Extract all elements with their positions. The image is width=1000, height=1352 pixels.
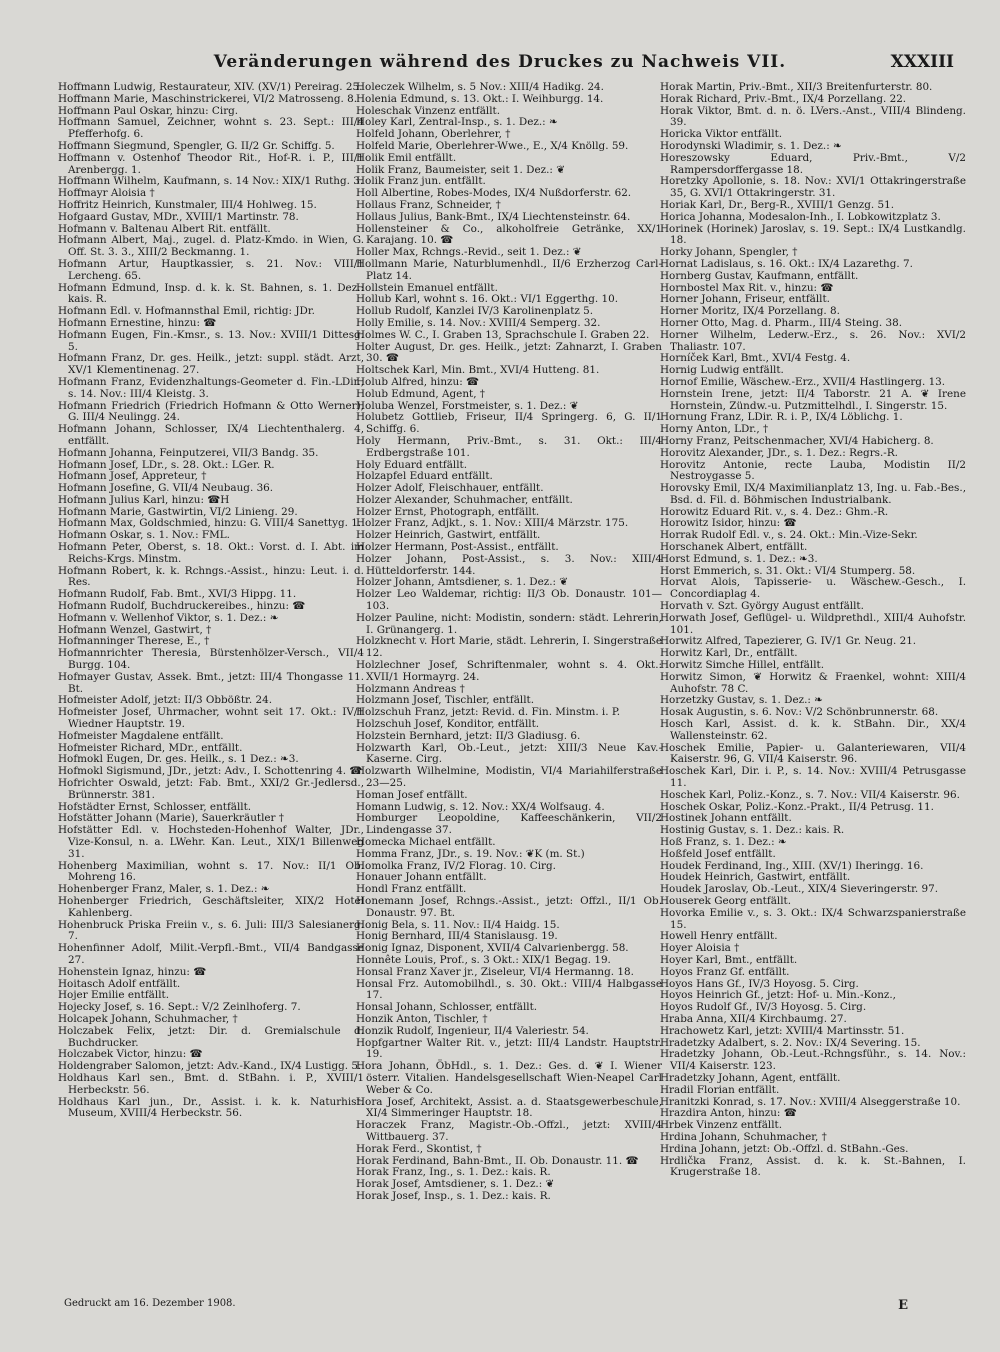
directory-entry: Horiak Karl, Dr., Berg-R., XVIII/1 Genzg. 51.	[660, 198, 894, 211]
directory-entry: Holl Albertine, Robes-Modes, IX/4 Nußdorferstr. 62.	[356, 187, 632, 200]
directory-entry: Horwitz Simche Hillel, entfällt.	[660, 659, 825, 672]
directory-entry: Honsal Johann, Schlosser, entfällt.	[356, 1001, 538, 1014]
directory-entry: Hofmeister Josef, Uhrmacher, wohnt seit 17. Okt.: IV/1 Wiedner Hauptstr. 19.	[58, 706, 364, 731]
directory-entry: Hoffmann Paul Oskar, hinzu: Cirg.	[58, 104, 239, 117]
page-title: Veränderungen während des Druckes zu Nachweis VII.	[213, 52, 787, 72]
directory-entry: Horak Franz, Ing., s. 1. Dez.: kais. R.	[356, 1166, 551, 1179]
directory-entry: Hradetzky Adalbert, s. 2. Nov.: IX/4 Severing. 15.	[660, 1036, 921, 1049]
directory-entry: Horschanek Albert, entfällt.	[660, 541, 808, 554]
directory-entry: Hornstein Irene, jetzt: II/4 Taborstr. 21 A. ❦ Irene Hornstein, Zündw.-u. Putzmittelhdl., I. Singerstr. 15.	[660, 387, 966, 412]
directory-entry: Honsal Franz Xaver jr., Ziseleur, VI/4 Hermanng. 18.	[356, 965, 634, 978]
directory-entry: Honnête Louis, Prof., s. 3 Okt.: XIX/1 Begag. 19.	[356, 953, 611, 966]
directory-entry: Hofmann Rudolf, Fab. Bmt., XVI/3 Hippg. 11.	[58, 588, 297, 601]
directory-entry: Horowitz Eduard Rit. v., s. 4. Dez.: Ghm.-R.	[660, 505, 889, 518]
directory-entry: Hoffmann Marie, Maschinstrickerei, VI/2 Matrosseng. 8.	[58, 92, 358, 105]
directory-entry: Hollaus Franz, Schneider, †	[356, 198, 501, 211]
directory-entry: Hoschek Emilie, Papier- u. Galanteriewaren, VII/4 Kaiserstr. 96, G. VII/4 Kaiserstr. 96.	[660, 741, 966, 766]
directory-entry: Hofmann Friedrich (Friedrich Hofmann & Otto Werner), G. III/4 Neulingg. 24.	[58, 399, 364, 424]
directory-entry: Hoschek Oskar, Poliz.-Konz.-Prakt., II/4 Petrusg. 11.	[660, 800, 934, 813]
directory-entry: Hoffmann Siegmund, Spengler, G. II/2 Gr. Schiffg. 5.	[58, 139, 335, 152]
directory-entry: Hofmanninger Therese, E., †	[58, 635, 210, 648]
directory-entry: Horwitz Alfred, Tapezierer, G. IV/1 Gr. Neug. 21.	[660, 635, 917, 648]
directory-entry: Hoitasch Adolf entfällt.	[58, 977, 181, 990]
directory-entry: Hofmann Peter, Oberst, s. 18. Okt.: Vorst. d. I. Abt. im Reichs-Krgs. Minstm.	[58, 541, 364, 565]
directory-entry: Hofmeister Adolf, jetzt: II/3 Obbößtr. 24.	[58, 694, 273, 707]
directory-entry: Hojecky Josef, s. 16. Sept.: V/2 Zeinlhoferg. 7.	[58, 1001, 301, 1014]
directory-entry: Horner Johann, Friseur, entfällt.	[660, 293, 830, 306]
directory-entry: Houserek Georg entfällt.	[660, 894, 792, 907]
directory-entry: Hofmann v. Baltenau Albert Rit. entfällt.	[58, 222, 271, 235]
directory-entry: Horak Josef, Insp., s. 1. Dez.: kais. R.	[356, 1189, 551, 1202]
directory-entry: Hoyos Hans Gf., IV/3 Hoyosg. 5. Cirg.	[660, 977, 859, 990]
directory-entry: Hofstätter Edl. v. Hochsteden-Hohenhof Walter, JDr., Vize-Konsul, n. a. LWehr. Kan. Leut., XIX/1 Billenweg 31.	[58, 824, 364, 860]
directory-entry: Holzwarth Karl, Ob.-Leut., jetzt: XIII/3 Neue Kav.-Kaserne. Cirg.	[356, 741, 662, 766]
directory-entry: Hoffritz Heinrich, Kunstmaler, III/4 Hohlweg. 15.	[58, 198, 317, 211]
directory-entry: Hofmokl Eugen, Dr. ges. Heilk., s. 1 Dez.: ❧3.	[58, 753, 299, 766]
directory-entry: Holzknecht v. Hort Marie, städt. Lehrerin, I. Singerstraße 12.	[356, 635, 662, 660]
print-date-note: Gedruckt am 16. Dezember 1908.	[64, 1298, 236, 1309]
directory-entry: Horky Johann, Spengler, †	[660, 246, 798, 259]
directory-entry: Holzer Hermann, Post-Assist., entfällt.	[356, 541, 559, 554]
directory-entry: Hofmayer Gustav, Assek. Bmt., jetzt: III/4 Thongasse 11. Bt.	[58, 670, 364, 695]
directory-entry: Hrdina Johann, jetzt: Ob.-Offzl. d. StBahn.-Ges.	[660, 1142, 909, 1155]
directory-entry: Holtschek Karl, Min. Bmt., XVI/4 Hutteng. 81.	[356, 364, 600, 377]
directory-entry: Holzer Franz, Adjkt., s. 1. Nov.: XIII/4 Märzstr. 175.	[356, 517, 629, 530]
directory-entry: Hofmann Franz, Evidenzhaltungs-Geometer d. Fin.-LDir., s. 14. Nov.: III/4 Kleistg. 3.	[58, 375, 364, 400]
directory-entry: Hofmann Oskar, s. 1. Nov.: FML.	[58, 529, 230, 542]
directory-entry: Holter August, Dr. ges. Heilk., jetzt: Zahnarzt, I. Graben 30. ☎	[356, 340, 662, 365]
directory-entry: Holczabek Victor, hinzu: ☎	[58, 1048, 203, 1061]
directory-entry: Honemann Josef, Rchngs.-Assist., jetzt: Offzl., II/1 Ob. Donaustr. 97. Bt.	[356, 894, 662, 919]
directory-entry: Hohenbruck Priska Freiin v., s. 6. Juli: III/3 Salesianerg. 7.	[58, 918, 364, 943]
directory-entry: Horowitz Isidor, hinzu: ☎	[660, 517, 797, 530]
directory-entry: Hohenstein Ignaz, hinzu: ☎	[58, 965, 207, 978]
directory-entry: Horrak Rudolf Edl. v., s. 24. Okt.: Min.-Vize-Sekr.	[660, 529, 918, 542]
page-number: XXXIII	[890, 52, 954, 72]
column-1	[58, 82, 364, 1322]
column-2	[356, 82, 662, 1322]
directory-entry: Hofmann Max, Goldschmied, hinzu: G. VIII/4 Sanettyg. 1.	[58, 517, 362, 530]
directory-entry: Hradetzky Johann, Ob.-Leut.-Rchngsführ., s. 14. Nov.: VII/4 Kaiserstr. 123.	[660, 1048, 966, 1073]
directory-entry: Hofmann Johann, Schlosser, IX/4 Liechtenthalerg. 4, entfällt.	[58, 423, 364, 447]
directory-entry: Holfeld Johann, Oberlehrer, †	[356, 128, 511, 141]
directory-entry: Holzschuh Josef, Konditor, entfällt.	[356, 718, 540, 731]
directory-entry: Horst Emmerich, s. 31. Okt.: VI/4 Stumperg. 58.	[660, 564, 916, 577]
directory-entry: Honig Ignaz, Disponent, XVII/4 Calvarienbergg. 58.	[356, 942, 629, 955]
directory-entry: Holczabek Felix, jetzt: Dir. d. Gremialschule d. Buchdrucker.	[58, 1024, 364, 1049]
directory-entry: Honzik Rudolf, Ingenieur, II/4 Valeriestr. 54.	[356, 1024, 589, 1037]
directory-entry: Holzapfel Eduard entfällt.	[356, 470, 493, 483]
directory-entry: Hofmeister Richard, MDr., entfällt.	[58, 741, 243, 754]
directory-entry: Hohenfinner Adolf, Milit.-Verpfl.-Bmt., VII/4 Bandgasse 27.	[58, 942, 364, 966]
directory-entry: Honauer Johann entfällt.	[356, 871, 487, 884]
directory-entry: Hranitzki Konrad, s. 17. Nov.: XVIII/4 Alseggerstraße 10.	[660, 1095, 961, 1108]
directory-entry: Hofmokl Sigismund, JDr., jetzt: Adv., I. Schottenring 4. ☎	[58, 765, 363, 778]
directory-entry: Horwath Josef, Geflügel- u. Wildprethdl., XIII/4 Auhofstr. 101.	[660, 611, 966, 636]
directory-entry: Horodynski Wladimir, s. 1. Dez.: ❧	[660, 139, 842, 152]
directory-entry: Holuba Wenzel, Forstmeister, s. 1. Dez.: ❦	[356, 399, 579, 412]
directory-entry: Holub Alfred, hinzu: ☎	[356, 375, 479, 388]
directory-entry: Hoffmann Ludwig, Restaurateur, XIV. (XV/1) Pereirag. 25.	[58, 82, 363, 93]
directory-entry: Holly Emilie, s. 14. Nov.: XVIII/4 Semperg. 32.	[356, 316, 601, 329]
directory-entry: Hofrichter Oswald, jetzt: Fab. Bmt., XXI/2 Gr.-Jedlersd., Brünnerstr. 381.	[58, 777, 364, 801]
directory-entry: Hoschek Karl, Poliz.-Konz., s. 7. Nov.: VII/4 Kaiserstr. 96.	[660, 788, 960, 801]
directory-entry: Holzer Ernst, Photograph, entfällt.	[356, 505, 540, 518]
directory-entry: Holy Hermann, Priv.-Bmt., s. 31. Okt.: III/4 Erdbergstraße 101.	[356, 434, 662, 459]
directory-entry: Hrdina Johann, Schuhmacher, †	[660, 1130, 827, 1143]
directory-entry: Hollmann Marie, Naturblumenhdl., II/6 Erzherzog Carl-Platz 14.	[356, 257, 662, 282]
directory-entry: Holler Max, Rchngs.-Revid., seit 1. Dez.: ❦	[356, 246, 582, 259]
directory-entry: Hofmann Albert, Maj., zugel. d. Platz-Kmdo. in Wien, G. Off. St. 3. 3., XIII/2 Beckmanng. 1.	[58, 234, 364, 259]
directory-entry: Homma Franz, JDr., s. 19. Nov.: ❦K (m. St.)	[356, 847, 585, 860]
directory-entry: Hornof Emilie, Wäschew.-Erz., XVII/4 Hastlingerg. 13.	[660, 375, 946, 388]
directory-entry: Holzschuh Franz, jetzt: Revid. d. Fin. Minstm. i. P.	[356, 706, 621, 719]
directory-entry: Hopfgartner Walter Rit. v., jetzt: III/4 Landstr. Hauptstr. 19.	[356, 1036, 662, 1061]
directory-entry: Hoyer Aloisia †	[660, 942, 740, 955]
directory-entry: Hollstein Emanuel entfällt.	[356, 281, 498, 294]
directory-entry: Hoyos Franz Gf. entfällt.	[660, 965, 790, 978]
directory-entry: Hoffmayr Aloisia †	[58, 187, 155, 200]
directory-entry: Hradetzky Johann, Agent, entfällt.	[660, 1071, 841, 1084]
directory-entry: Howell Henry entfällt.	[660, 930, 778, 943]
page-header	[0, 52, 1000, 82]
directory-entry: Hoyos Heinrich Gf., jetzt: Hof- u. Min.-Konz.,	[660, 989, 896, 1002]
directory-entry: Holzer Leo Waldemar, richtig: II/3 Ob. Donaustr. 101—103.	[356, 588, 662, 613]
directory-entry: Holik Franz, Baumeister, seit 1. Dez.: ❦	[356, 163, 565, 176]
directory-entry: Hofmann Julius Karl, hinzu: ☎H	[58, 493, 230, 506]
directory-entry: Horeszowsky Eduard, Priv.-Bmt., V/2 Rampersdorffergasse 18.	[660, 151, 966, 176]
directory-entry: Hollaus Julius, Bank-Bmt., IX/4 Liechtensteinstr. 64.	[356, 210, 631, 223]
directory-entry: Holik Franz jun. entfällt.	[356, 175, 486, 188]
directory-entry: Houdek Heinrich, Gastwirt, entfällt.	[660, 871, 851, 884]
directory-entry: Horner Moritz, IX/4 Porzellang. 8.	[660, 305, 840, 318]
directory-entry: Holzmann Josef, Tischler, entfällt.	[356, 694, 535, 707]
directory-entry: Hofmann v. Wellenhof Viktor, s. 1. Dez.: ❧	[58, 611, 279, 624]
signature-letter: E	[898, 1298, 908, 1313]
directory-entry: Holzlechner Josef, Schriftenmaler, wohnt s. 4. Okt.: XVII/1 Hormayrg. 24.	[356, 659, 662, 683]
directory-entry: Hofmann Franz, Dr. ges. Heilk., jetzt: suppl. städt. Arzt, XV/1 Klementinenag. 27.	[58, 352, 364, 377]
directory-entry: Hoyos Rudolf Gf., IV/3 Hoyosg. 5. Cirg.	[660, 1001, 867, 1014]
directory-entry: Horner Otto, Mag. d. Pharm., III/4 Steing. 38.	[660, 316, 903, 329]
directory-entry: Hofgaard Gustav, MDr., XVIII/1 Martinstr. 78.	[58, 210, 299, 223]
directory-entry: Horica Johanna, Modesalon-Inh., I. Lobkowitzplatz 3.	[660, 210, 941, 223]
directory-entry: Horak Josef, Amtsdiener, s. 1. Dez.: ❦	[356, 1178, 555, 1191]
directory-entry: Horvath v. Szt. György August entfällt.	[660, 600, 864, 613]
directory-entry: Holey Karl, Zentral-Insp., s. 1. Dez.: ❧	[356, 116, 558, 129]
directory-entry: Homecka Michael entfällt.	[356, 836, 496, 848]
directory-entry: Honzik Anton, Tischler, †	[356, 1012, 488, 1025]
directory-entry: Horwitz Karl, Dr., entfällt.	[660, 647, 798, 660]
directory-entry: Hofmann Josefine, G. VII/4 Neubaug. 36.	[58, 482, 274, 495]
directory-entry: Horicka Viktor entfällt.	[660, 128, 783, 141]
directory-entry: Horaczek Franz, Magistr.-Ob.-Offzl., jetzt: XVIII/4 Wittbauerg. 37.	[356, 1119, 662, 1143]
directory-entry: Houdek Ferdinand, Ing., XIII. (XV/1) Iheringg. 16.	[660, 859, 924, 872]
directory-entry: Holzer Heinrich, Gastwirt, entfällt.	[356, 529, 541, 542]
directory-entry: Hoyer Karl, Bmt., entfällt.	[660, 953, 798, 966]
directory-entry: Holfeld Marie, Oberlehrer-Wwe., E., X/4 Knöllg. 59.	[356, 139, 629, 152]
directory-entry: Hovorka Emilie v., s. 3. Okt.: IX/4 Schwarzspanierstraße 15.	[660, 906, 966, 931]
directory-entry: Hollensteiner & Co., alkoholfreie Getränke, XX/1 Karajang. 10. ☎	[356, 222, 662, 247]
directory-entry: Hostinek Johann entfällt.	[660, 812, 792, 825]
directory-entry: Horzetzky Gustav, s. 1. Dez.: ❧	[660, 694, 823, 707]
directory-entry: Hoffmann Samuel, Zeichner, wohnt s. 23. Sept.: III/4 Pfefferhofg. 6.	[58, 116, 364, 141]
directory-entry: Hornberg Gustav, Kaufmann, entfällt.	[660, 269, 859, 282]
directory-entry: Hofstädter Ernst, Schlosser, entfällt.	[58, 800, 252, 813]
directory-entry: Hradil Florian entfällt.	[660, 1083, 780, 1096]
directory-entry: Homolka Franz, IV/2 Florag. 10. Cirg.	[356, 859, 556, 872]
directory-entry: Hrazdira Anton, hinzu: ☎	[660, 1107, 797, 1120]
directory-entry: Holzer Alexander, Schuhmacher, entfällt.	[356, 493, 573, 506]
directory-entry: Hrbek Vinzenz entfällt.	[660, 1119, 783, 1132]
directory-entry: Hofmann Josef, LDr., s. 28. Okt.: LGer. R.	[58, 458, 275, 471]
directory-entry: Hohenberg Maximilian, wohnt s. 17. Nov.: II/1 Ob. Mohreng 16.	[58, 859, 364, 884]
directory-entry: Hoffmann v. Ostenhof Theodor Rit., Hof-R. i. P., III/1 Arenbergg. 1.	[58, 151, 364, 176]
directory-entry: Horovitz Antonie, recte Lauba, Modistin II/2 Nestroygasse 5.	[660, 458, 966, 483]
directory-entry: Hohenberger Franz, Maler, s. 1. Dez.: ❧	[58, 883, 270, 896]
directory-entry: Holzer Adolf, Fleischhauer, entfällt.	[356, 482, 544, 495]
directory-entry: Horner Wilhelm, Lederw.-Erz., s. 26. Nov.: XVI/2 Thaliastr. 107.	[660, 328, 966, 353]
directory-entry: Holdhaus Karl jun., Dr., Assist. i. k. k. Naturhist. Museum, XVIII/4 Herbeckstr. 56.	[58, 1095, 364, 1120]
directory-entry: Horak Ferd., Skontist, †	[356, 1142, 482, 1155]
directory-entry: Horst Edmund, s. 1. Dez.: ❧3.	[660, 552, 818, 565]
directory-entry: Horak Martin, Priv.-Bmt., XII/3 Breitenfurterstr. 80.	[660, 82, 933, 93]
directory-entry: Hofmann Josef, Appreteur, †	[58, 470, 207, 483]
directory-entry: Horinek (Horinek) Jaroslav, s. 19. Sept.: IX/4 Lustkandlg. 18.	[660, 222, 966, 247]
directory-entry: Hoffmann Wilhelm, Kaufmann, s. 14 Nov.: XIX/1 Ruthg. 3.	[58, 175, 364, 188]
directory-entry: Hofmann Eugen, Fin.-Kmsr., s. 13. Nov.: XVIII/1 Dittesg. 5.	[58, 328, 364, 353]
directory-entry: Hollub Rudolf, Kanzlei IV/3 Karolinenplatz 5.	[356, 305, 594, 318]
directory-entry: Homburger Leopoldine, Kaffeeschänkerin, VII/2 Lindengasse 37.	[356, 812, 662, 837]
directory-entry: Holdengraber Salomon, jetzt: Adv.-Kand., IX/4 Lustigg. 5.	[58, 1060, 362, 1073]
directory-entry: Holeczek Wilhelm, s. 5 Nov.: XIII/4 Hadikg. 24.	[356, 82, 604, 93]
directory-entry: Holzwarth Wilhelmine, Modistin, VI/4 Mariahilferstraße 23—25.	[356, 765, 662, 790]
directory-entry: Horetzky Apollonie, s. 18. Nov.: XVI/1 Ottakringerstraße 35, G. XVI/1 Ottakringerstr. 31.	[660, 175, 966, 200]
directory-entry: Honig Bela, s. 11. Nov.: II/4 Haidg. 15.	[356, 918, 560, 931]
directory-entry: Hofmann Rudolf, Buchdruckereibes., hinzu: ☎	[58, 600, 306, 613]
directory-entry: Hornig Ludwig entfällt.	[660, 364, 784, 377]
directory-entry: Horny Franz, Peitschenmacher, XVI/4 Habicherg. 8.	[660, 434, 934, 447]
directory-entry: Hostinig Gustav, s. 1. Dez.: kais. R.	[660, 824, 845, 837]
directory-entry: Horníček Karl, Bmt., XVI/4 Festg. 4.	[660, 352, 851, 365]
directory-entry: Holik Emil entfällt.	[356, 151, 457, 164]
directory-entry: Horovsky Emil, IX/4 Maximilianplatz 13, Ing. u. Fab.-Bes., Bsd. d. Fil. d. Böhmischen Industrialbank.	[660, 482, 966, 506]
directory-entry: Hosch Karl, Assist. d. k. k. StBahn. Dir., XX/4 Wallensteinstr. 62.	[660, 718, 966, 742]
directory-entry: Hofmann Edmund, Insp. d. k. k. St. Bahnen, s. 1. Dez.: kais. R.	[58, 281, 364, 306]
column-3	[660, 82, 966, 1322]
directory-entry: Horak Ferdinand, Bahn-Bmt., II. Ob. Donaustr. 11. ☎	[356, 1154, 639, 1167]
directory-entry: Hornat Ladislaus, s. 16. Okt.: IX/4 Lazarethg. 7.	[660, 257, 913, 270]
directory-entry: Holdhaus Karl sen., Bmt. d. StBahn. i. P., XVIII/1 Herbeckstr. 56.	[58, 1071, 364, 1096]
directory-entry: Holmes W. C., I. Graben 13, Sprachschule I. Graben 22.	[356, 328, 650, 341]
directory-entry: Hojer Emilie entfällt.	[58, 989, 169, 1002]
directory-entry: Houdek Jaroslav, Ob.-Leut., XIX/4 Sieveringerstr. 97.	[660, 883, 939, 896]
directory-entry: Hofmann Marie, Gastwirtin, VI/2 Linieng. 29.	[58, 505, 298, 518]
directory-entry: Holzer Johann, Amtsdiener, s. 1. Dez.: ❦	[356, 576, 569, 589]
directory-entry: Holcapek Johann, Schuhmacher, †	[58, 1012, 238, 1025]
directory-entry: Hosak Augustin, s. 6. Nov.: V/2 Schönbrunnerstr. 68.	[660, 706, 939, 719]
directory-entry: Horovitz Alexander, JDr., s. 1. Dez.: Regrs.-R.	[660, 446, 898, 459]
directory-entry: Hondl Franz entfällt.	[356, 883, 467, 896]
directory-entry: Horak Viktor, Bmt. d. n. ö. LVers.-Anst., VIII/4 Blindeng. 39.	[660, 104, 966, 129]
directory-entry: Horny Anton, LDr., †	[660, 423, 769, 436]
directory-entry: Hofstätter Johann (Marie), Sauerkräutler †	[58, 812, 285, 825]
directory-entry: Honig Bernhard, III/4 Stanislausg. 19.	[356, 930, 558, 943]
directory-entry: Hofmeister Magdalene entfällt.	[58, 729, 224, 742]
directory-entry: Holzmann Andreas †	[356, 682, 465, 695]
directory-entry: Holy Eduard entfällt.	[356, 458, 468, 471]
directory-entry: Holenia Edmund, s. 13. Okt.: I. Weihburgg. 14.	[356, 92, 604, 105]
directory-entry: Horak Richard, Priv.-Bmt., IX/4 Porzellang. 22.	[660, 92, 907, 105]
directory-entry: Hraba Anna, XII/4 Kirchbaumg. 27.	[660, 1012, 847, 1025]
directory-entry: Hoß Franz, s. 1. Dez.: ❧	[660, 836, 787, 848]
directory-entry: Honsal Frz. Automobilhdl., s. 30. Okt.: VIII/4 Halbgasse 17.	[356, 977, 662, 1002]
directory-entry: Hornbostel Max Rit. v., hinzu: ☎	[660, 281, 834, 294]
directory-entry: Hoßfeld Josef entfällt.	[660, 847, 776, 860]
directory-entry: Homann Ludwig, s. 12. Nov.: XX/4 Wolfsaug. 4.	[356, 800, 605, 813]
directory-entry: Horwitz Simon, ❦ Horwitz & Fraenkel, wohnt: XIII/4 Auhofstr. 78 C.	[660, 670, 966, 695]
directory-entry: Hofmann Edl. v. Hofmannsthal Emil, richtig: JDr.	[58, 305, 315, 318]
directory-entry: Hofmannrichter Theresia, Bürstenhölzer-Versch., VII/4 Burgg. 104.	[58, 647, 364, 672]
directory-entry: Holzer Johann, Post-Assist., s. 3. Nov.: XIII/4 Hütteldorferstr. 144.	[356, 552, 662, 577]
directory-entry: Hofmann Wenzel, Gastwirt, †	[58, 623, 212, 636]
directory-entry: Holub Edmund, Agent, †	[356, 387, 485, 400]
directory-entry: Hofmann Artur, Hauptkassier, s. 21. Nov.: VIII/1 Lercheng. 65.	[58, 257, 364, 282]
directory-entry: Hofmann Ernestine, hinzu: ☎	[58, 316, 217, 329]
directory-entry: Holubetz Gottlieb, Friseur, II/4 Springerg. 6, G. II/1 Schiffg. 6.	[356, 411, 662, 436]
directory-entry: Hollub Karl, wohnt s. 16. Okt.: VI/1 Eggerthg. 10.	[356, 293, 619, 306]
directory-entry: Hora Johann, ÖbHdl., s. 1. Dez.: Ges. d. ❦ I. Wiener österr. Vitalien. Handelsgesellschaft Wien-Neapel Carl Weber & Co.	[356, 1060, 662, 1096]
directory-entry: Hofmann Johanna, Feinputzerei, VII/3 Bandg. 35.	[58, 446, 319, 459]
directory-entry: Holzstein Bernhard, jetzt: II/3 Gladiusg. 6.	[356, 729, 581, 742]
directory-entry: Hora Josef, Architekt, Assist. a. d. Staatsgewerbeschule, XI/4 Simmeringer Hauptstr. 18.	[356, 1095, 662, 1120]
directory-entry: Hoschek Karl, Dir. i. P., s. 14. Nov.: XVIII/4 Petrusgasse 11.	[660, 765, 966, 790]
directory-entry: Hohenberger Friedrich, Geschäftsleiter, XIX/2 Hotel Kahlenberg.	[58, 894, 364, 919]
directory-entry: Horvat Alois, Tapisserie- u. Wäschew.-Gesch., I. Concordiaplag 4.	[660, 576, 966, 601]
directory-entry: Holzer Pauline, nicht: Modistin, sondern: städt. Lehrerin, I. Grünangerg. 1.	[356, 611, 662, 636]
directory-entry: Hrdlička Franz, Assist. d. k. k. St.-Bahnen, I. Krugerstraße 18.	[660, 1154, 966, 1179]
directory-entry: Holeschak Vinzenz entfällt.	[356, 104, 501, 117]
directory-entry: Hofmann Robert, k. k. Rchngs.-Assist., hinzu: Leut. i. d. Res.	[58, 564, 364, 589]
directory-entry: Homan Josef entfällt.	[356, 788, 468, 801]
directory-entry: Hornung Franz, LDir. R. i. P., IX/4 Löblichg. 1.	[660, 411, 903, 424]
directory-entry: Hrachowetz Karl, jetzt: XVIII/4 Martinsstr. 51.	[660, 1024, 905, 1037]
